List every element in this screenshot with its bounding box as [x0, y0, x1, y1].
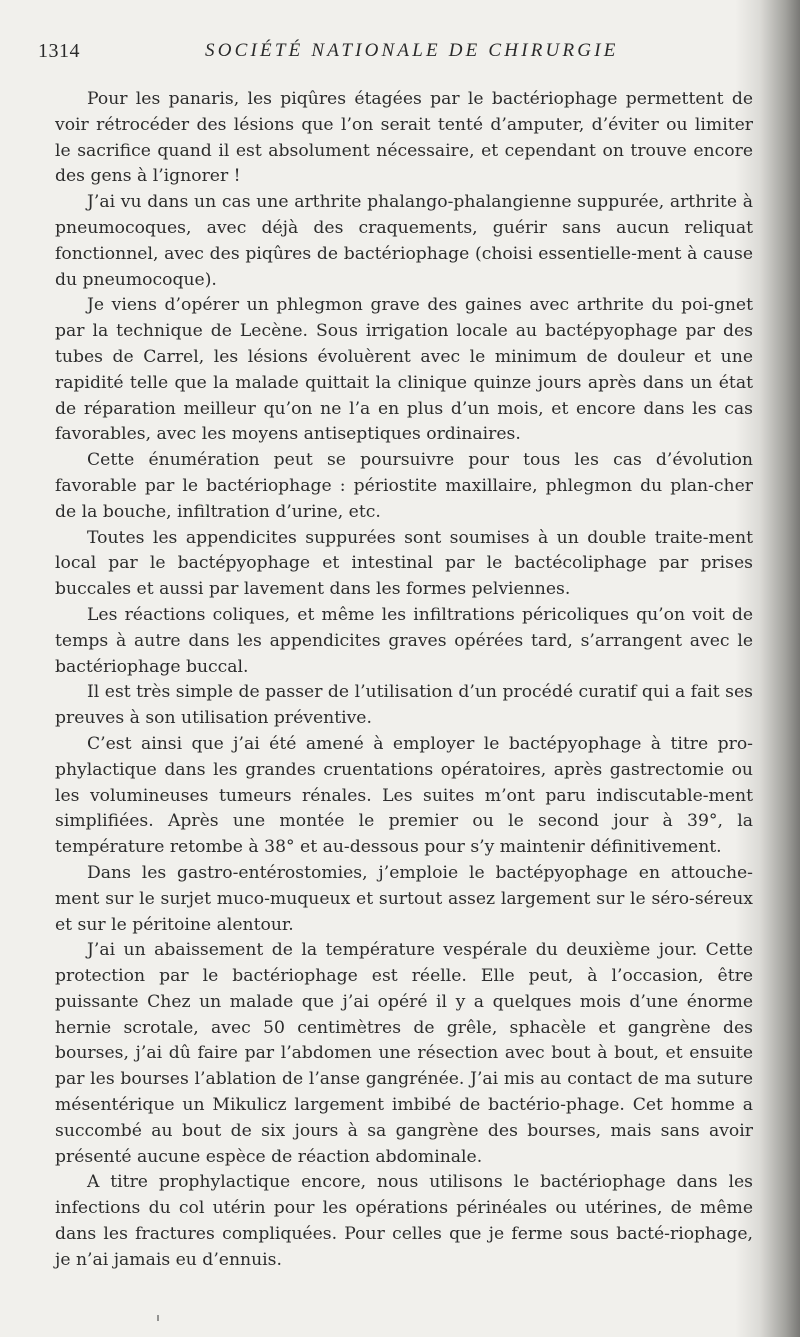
body-text	[55, 87, 753, 1274]
paragraph: Toutes les appendicites suppurées sont soumises à un double traite-ment local par le bactépyophage et intestinal par le bactécoliphage par prises buccales et aussi par lavement dans les formes pelviennes.	[55, 527, 753, 600]
scan-speck	[157, 1315, 159, 1321]
paragraph: Les réactions coliques, et même les infiltrations péricoliques qu’on voit de temps à autre dans les appendicites graves opérées tard, s’arrangent avec le bactériophage buccal.	[55, 604, 753, 677]
paragraph: Pour les panaris, les piqûres étagées par le bactériophage permettent de voir rétrocéder des lésions que l’on serait tenté d’amputer, d’éviter ou limiter le sacrifice quand il est absolument nécessaire, et cependant on trouve encore des gens à l’ignorer !	[55, 89, 753, 187]
paragraph: Je viens d’opérer un phlegmon grave des gaines avec arthrite du poi-gnet par la technique de Lecène. Sous irrigation locale au bactépyophage par des tubes de Carrel, les lésions évoluèrent avec le minimum de douleur et une rapidité telle que la malade quittait la clinique quinze jours après dans un état de réparation meilleur qu’on ne l’a en plus d’un mois, et encore dans les cas favorables, avec les moyens antiseptiques ordinaires.	[55, 295, 753, 445]
page-header	[0, 40, 800, 70]
paragraph: C’est ainsi que j’ai été amené à employer le bactépyophage à titre pro-phylactique dans les grandes cruentations opératoires, après gastrectomie ou les volumineuses tumeurs rénales. Les suites m’ont paru indiscutable-ment simplifiées. Après une montée le premier ou le second jour à 39°, la température retombe à 38° et au-dessous pour s’y maintenir définitivement.	[55, 733, 753, 858]
page-number: 1314	[38, 40, 80, 62]
paragraph: J’ai un abaissement de la température vespérale du deuxième jour. Cette protection par le bactériophage est réelle. Elle peut, à l’occasion, être puissante Chez un malade que j’ai opéré il y a quelques mois d’une énorme hernie scrotale, avec 50 centimètres de grêle, sphacèle et gangrène des bourses, j’ai dû faire par l’abdomen une résection avec bout à bout, et ensuite par les bourses l’ablation de l’anse gangrénée. J’ai mis au contact de ma suture mésentérique un Mikulicz largement imbibé de bactério-phage. Cet homme a succombé au bout de six jours à sa gangrène des bourses, mais sans avoir présenté aucune espèce de réaction abdominale.	[55, 940, 753, 1167]
paragraph: Cette énumération peut se poursuivre pour tous les cas d’évolution favorable par le bactériophage : périostite maxillaire, phlegmon du plan-cher de la bouche, infiltration d’urine, etc.	[55, 450, 753, 522]
paragraph: Il est très simple de passer de l’utilisation d’un procédé curatif qui a fait ses preuves à son utilisation préventive.	[55, 682, 753, 729]
paragraph: A titre prophylactique encore, nous utilisons le bactériophage dans les infections du col utérin pour les opérations périnéales ou utérines, de même dans les fractures compliquées. Pour celles que je ferme sous bacté-riophage, je n’ai jamais eu d’ennuis.	[55, 1172, 753, 1270]
running-title: SOCIÉTÉ NATIONALE DE CHIRURGIE	[205, 40, 619, 61]
paragraph: Dans les gastro-entérostomies, j’emploie le bactépyophage en attouche-ment sur le surjet muco-muqueux et surtout assez largement sur le séro-séreux et sur le péritoine alentour.	[55, 862, 753, 935]
paragraph: J’ai vu dans un cas une arthrite phalango-phalangienne suppurée, arthrite à pneumocoques, avec déjà des craquements, guérir sans aucun reliquat fonctionnel, avec des piqûres de bactériophage (choisi essentielle-ment à cause du pneumocoque).	[55, 192, 753, 290]
